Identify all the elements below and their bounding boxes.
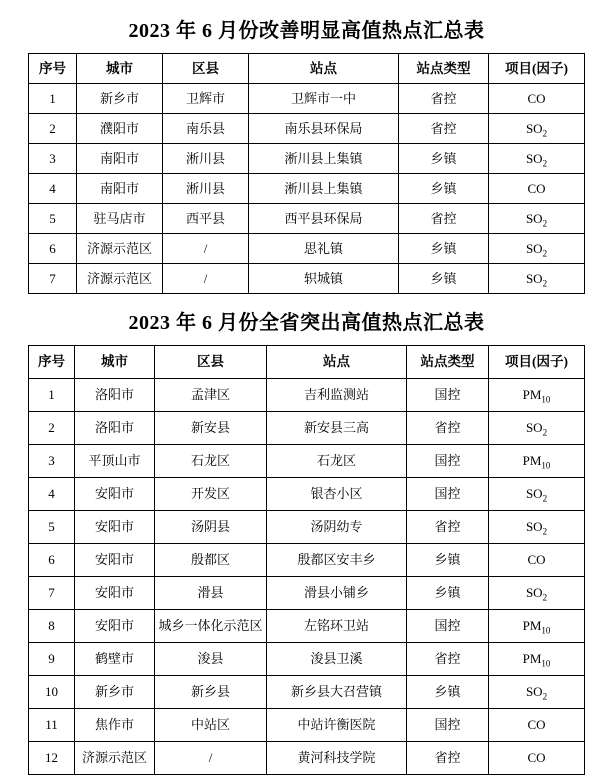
cell-site: 殷都区安丰乡 xyxy=(267,544,407,577)
column-header-city: 城市 xyxy=(75,346,155,379)
cell-site: 左铭环卫站 xyxy=(267,610,407,643)
cell-item xyxy=(489,412,585,445)
column-header-district: 区县 xyxy=(163,54,249,84)
cell-district: 西平县 xyxy=(163,204,249,234)
cell-city: 濮阳市 xyxy=(77,114,163,144)
cell-no: 4 xyxy=(29,174,77,204)
cell-item xyxy=(489,478,585,511)
cell-site-type: 国控 xyxy=(407,709,489,742)
item-base: PM xyxy=(522,453,542,468)
cell-site-type: 乡镇 xyxy=(399,264,489,294)
cell-item xyxy=(489,445,585,478)
cell-district: 开发区 xyxy=(155,478,267,511)
item-base: SO xyxy=(525,486,543,501)
improvement-hotspot-table xyxy=(28,53,585,294)
item-base: SO xyxy=(525,121,543,136)
cell-city: 焦作市 xyxy=(75,709,155,742)
cell-site-type: 省控 xyxy=(407,412,489,445)
column-header-site: 站点 xyxy=(249,54,399,84)
item-base: CO xyxy=(527,750,546,765)
cell-no: 10 xyxy=(29,676,75,709)
cell-site-type: 国控 xyxy=(407,478,489,511)
cell-site: 黄河科技学院 xyxy=(267,742,407,775)
cell-site-type: 省控 xyxy=(399,114,489,144)
cell-no: 11 xyxy=(29,709,75,742)
table-row xyxy=(29,144,585,174)
cell-city: 平顶山市 xyxy=(75,445,155,478)
table-row xyxy=(29,709,585,742)
cell-city: 安阳市 xyxy=(75,478,155,511)
item-subscript: 10 xyxy=(541,625,551,636)
cell-city: 安阳市 xyxy=(75,511,155,544)
item-subscript: 10 xyxy=(541,658,551,669)
cell-district: 新乡县 xyxy=(155,676,267,709)
cell-no: 5 xyxy=(29,511,75,544)
cell-item xyxy=(489,544,585,577)
column-header-site: 站点 xyxy=(267,346,407,379)
cell-site: 汤阴幼专 xyxy=(267,511,407,544)
column-header-site-type: 站点类型 xyxy=(407,346,489,379)
cell-item xyxy=(489,204,585,234)
cell-district: 石龙区 xyxy=(155,445,267,478)
table-row xyxy=(29,114,585,144)
cell-district: 孟津区 xyxy=(155,379,267,412)
cell-item xyxy=(489,234,585,264)
item-subscript: 2 xyxy=(542,493,548,504)
cell-district: 南乐县 xyxy=(163,114,249,144)
cell-site-type: 省控 xyxy=(407,742,489,775)
cell-district: 滑县 xyxy=(155,577,267,610)
item-base: CO xyxy=(527,91,546,106)
cell-site-type: 省控 xyxy=(399,204,489,234)
cell-district: 淅川县 xyxy=(163,174,249,204)
item-base: SO xyxy=(525,241,543,256)
item-subscript: 2 xyxy=(542,592,548,603)
item-subscript: 2 xyxy=(542,248,548,259)
table-row xyxy=(29,204,585,234)
cell-site-type: 乡镇 xyxy=(407,544,489,577)
cell-item xyxy=(489,144,585,174)
cell-city: 洛阳市 xyxy=(75,412,155,445)
cell-district: 城乡一体化示范区 xyxy=(155,610,267,643)
cell-district: 汤阴县 xyxy=(155,511,267,544)
column-header-city: 城市 xyxy=(77,54,163,84)
cell-item xyxy=(489,84,585,114)
cell-item xyxy=(489,511,585,544)
item-subscript: 2 xyxy=(542,158,548,169)
cell-city: 安阳市 xyxy=(75,544,155,577)
cell-no: 12 xyxy=(29,742,75,775)
cell-no: 8 xyxy=(29,610,75,643)
cell-item xyxy=(489,742,585,775)
cell-no: 4 xyxy=(29,478,75,511)
cell-site: 新乡县大召营镇 xyxy=(267,676,407,709)
table-row xyxy=(29,412,585,445)
item-base: PM xyxy=(522,618,542,633)
cell-district: / xyxy=(163,234,249,264)
cell-site-type: 省控 xyxy=(407,511,489,544)
table-row xyxy=(29,643,585,676)
item-base: SO xyxy=(525,420,543,435)
item-base: SO xyxy=(525,211,543,226)
item-base: SO xyxy=(525,519,543,534)
section1-title: 2023 年 6 月份改善明显高值热点汇总表 xyxy=(128,20,485,42)
cell-site: 淅川县上集镇 xyxy=(249,174,399,204)
cell-site: 中站许衡医院 xyxy=(267,709,407,742)
cell-site-type: 乡镇 xyxy=(407,577,489,610)
table-row xyxy=(29,676,585,709)
cell-no: 1 xyxy=(29,379,75,412)
cell-site-type: 省控 xyxy=(399,84,489,114)
cell-item xyxy=(489,577,585,610)
cell-city: 南阳市 xyxy=(77,174,163,204)
cell-no: 2 xyxy=(29,114,77,144)
cell-site-type: 乡镇 xyxy=(399,174,489,204)
item-base: SO xyxy=(525,585,543,600)
column-header-no: 序号 xyxy=(29,346,75,379)
table-body xyxy=(29,379,585,775)
cell-item xyxy=(489,174,585,204)
table-row xyxy=(29,742,585,775)
item-subscript: 10 xyxy=(541,394,551,405)
item-base: CO xyxy=(527,181,546,196)
table-header-row xyxy=(29,54,585,84)
cell-site: 新安县三高 xyxy=(267,412,407,445)
cell-district: / xyxy=(155,742,267,775)
column-header-item: 项目(因子) xyxy=(489,54,585,84)
table-row xyxy=(29,445,585,478)
cell-no: 6 xyxy=(29,234,77,264)
cell-item xyxy=(489,610,585,643)
cell-site: 滑县小铺乡 xyxy=(267,577,407,610)
cell-site-type: 国控 xyxy=(407,445,489,478)
cell-item xyxy=(489,676,585,709)
province-hotspot-table xyxy=(28,345,585,775)
column-header-no: 序号 xyxy=(29,54,77,84)
cell-site: 卫辉市一中 xyxy=(249,84,399,114)
cell-district: / xyxy=(163,264,249,294)
cell-no: 5 xyxy=(29,204,77,234)
cell-city: 驻马店市 xyxy=(77,204,163,234)
item-subscript: 2 xyxy=(542,526,548,537)
item-subscript: 2 xyxy=(542,128,548,139)
cell-site-type: 国控 xyxy=(407,610,489,643)
item-subscript: 2 xyxy=(542,218,548,229)
cell-no: 7 xyxy=(29,264,77,294)
table-header xyxy=(29,346,585,379)
cell-site: 吉利监测站 xyxy=(267,379,407,412)
table-header xyxy=(29,54,585,84)
cell-site-type: 国控 xyxy=(407,379,489,412)
table-row xyxy=(29,610,585,643)
table-row xyxy=(29,544,585,577)
item-subscript: 2 xyxy=(542,691,548,702)
item-base: SO xyxy=(525,151,543,166)
cell-site: 南乐县环保局 xyxy=(249,114,399,144)
cell-item xyxy=(489,114,585,144)
cell-site: 银杏小区 xyxy=(267,478,407,511)
cell-city: 安阳市 xyxy=(75,610,155,643)
cell-no: 2 xyxy=(29,412,75,445)
item-subscript: 2 xyxy=(542,427,548,438)
cell-no: 1 xyxy=(29,84,77,114)
cell-site: 轵城镇 xyxy=(249,264,399,294)
cell-no: 7 xyxy=(29,577,75,610)
item-base: SO xyxy=(525,684,543,699)
cell-site: 思礼镇 xyxy=(249,234,399,264)
item-subscript: 2 xyxy=(542,278,548,289)
item-base: SO xyxy=(525,271,543,286)
cell-item xyxy=(489,709,585,742)
table-row xyxy=(29,379,585,412)
section2-title: 2023 年 6 月份全省突出高值热点汇总表 xyxy=(128,312,485,334)
column-header-site-type: 站点类型 xyxy=(399,54,489,84)
cell-city: 新乡市 xyxy=(75,676,155,709)
column-header-item: 项目(因子) xyxy=(489,346,585,379)
table-row xyxy=(29,478,585,511)
cell-no: 9 xyxy=(29,643,75,676)
item-base: CO xyxy=(527,552,546,567)
cell-no: 3 xyxy=(29,144,77,174)
cell-district: 殷都区 xyxy=(155,544,267,577)
cell-city: 安阳市 xyxy=(75,577,155,610)
cell-district: 卫辉市 xyxy=(163,84,249,114)
cell-site: 浚县卫溪 xyxy=(267,643,407,676)
cell-site-type: 乡镇 xyxy=(407,676,489,709)
cell-no: 6 xyxy=(29,544,75,577)
item-base: PM xyxy=(522,387,542,402)
table-body xyxy=(29,84,585,294)
table-row xyxy=(29,174,585,204)
cell-city: 南阳市 xyxy=(77,144,163,174)
table-row xyxy=(29,577,585,610)
cell-district: 淅川县 xyxy=(163,144,249,174)
item-subscript: 10 xyxy=(541,460,551,471)
table-row xyxy=(29,234,585,264)
table-header-row xyxy=(29,346,585,379)
cell-site: 淅川县上集镇 xyxy=(249,144,399,174)
cell-item xyxy=(489,379,585,412)
cell-site: 石龙区 xyxy=(267,445,407,478)
cell-site-type: 乡镇 xyxy=(399,144,489,174)
cell-city: 鹤壁市 xyxy=(75,643,155,676)
cell-district: 新安县 xyxy=(155,412,267,445)
item-base: CO xyxy=(527,717,546,732)
table-row xyxy=(29,84,585,114)
cell-site-type: 乡镇 xyxy=(399,234,489,264)
cell-site: 西平县环保局 xyxy=(249,204,399,234)
cell-city: 新乡市 xyxy=(77,84,163,114)
cell-item xyxy=(489,643,585,676)
cell-city: 洛阳市 xyxy=(75,379,155,412)
cell-city: 济源示范区 xyxy=(77,234,163,264)
item-base: PM xyxy=(522,651,542,666)
cell-city: 济源示范区 xyxy=(77,264,163,294)
cell-site-type: 省控 xyxy=(407,643,489,676)
cell-district: 中站区 xyxy=(155,709,267,742)
cell-district: 浚县 xyxy=(155,643,267,676)
cell-city: 济源示范区 xyxy=(75,742,155,775)
column-header-district: 区县 xyxy=(155,346,267,379)
cell-no: 3 xyxy=(29,445,75,478)
table-row xyxy=(29,264,585,294)
table-row xyxy=(29,511,585,544)
cell-item xyxy=(489,264,585,294)
